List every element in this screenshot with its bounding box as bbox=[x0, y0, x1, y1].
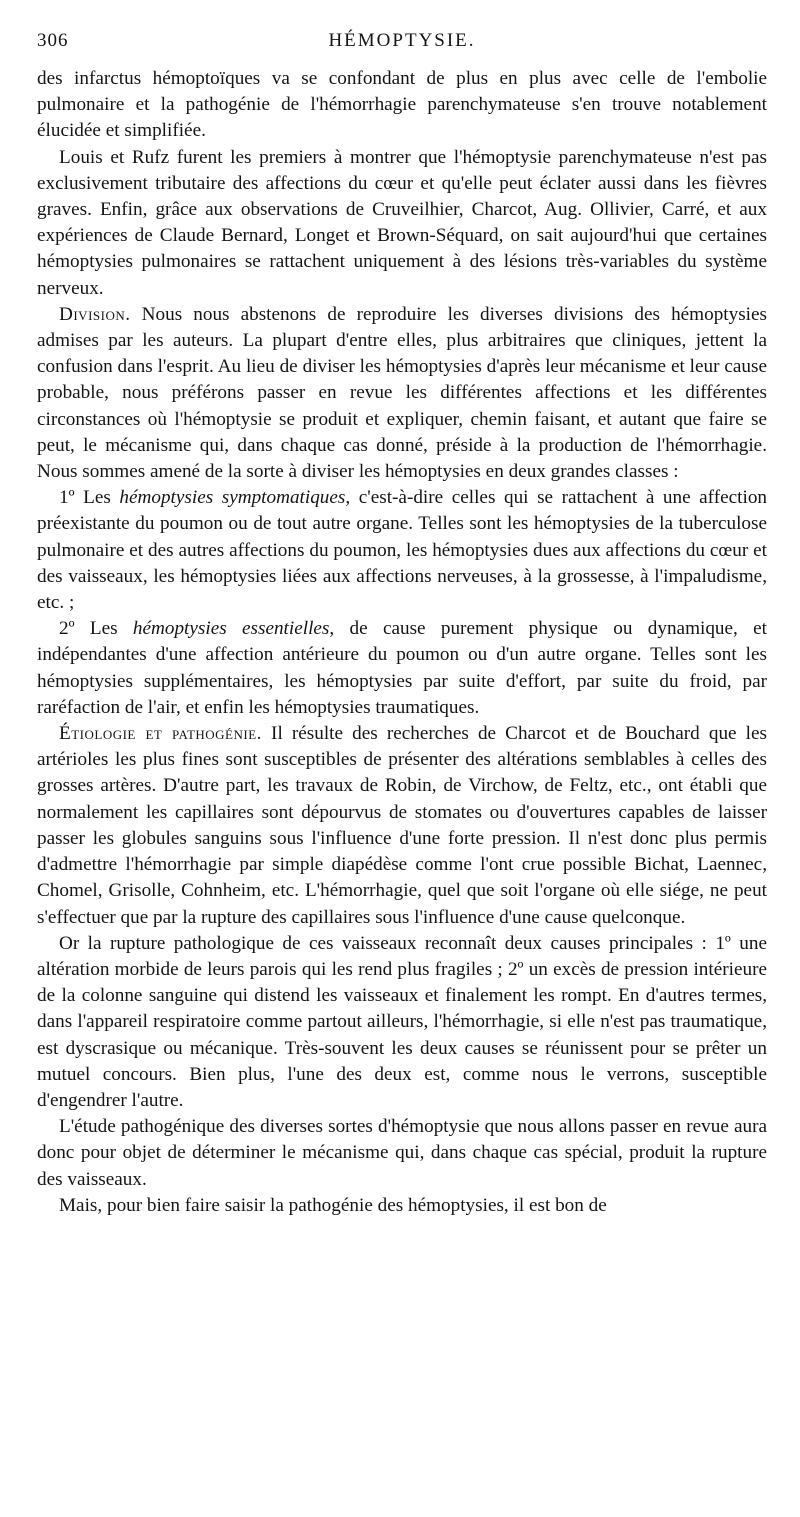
paragraph-division bbox=[37, 302, 767, 485]
page-header bbox=[37, 30, 767, 66]
paragraph-etiology bbox=[37, 721, 767, 931]
paragraph-2 bbox=[37, 145, 767, 302]
paragraph-final-text: Mais, pour bien faire saisir la pathogénie des hémoptysies, il est bon de bbox=[59, 1194, 607, 1216]
list-item-1-lead: 1º Les bbox=[59, 487, 120, 509]
list-item-1-term: hémoptysies symptomatiques bbox=[119, 487, 346, 509]
paragraph-final bbox=[37, 1193, 767, 1219]
paragraph-study-text: L'étude pathogénique des diverses sortes d'hémoptysie que nous allons passer en revue aura donc pour objet de déterminer le mécanisme qui, dans chaque cas spécial, produit la rupture des vaisseaux. bbox=[37, 1116, 767, 1190]
running-title: HÉMOPTYSIE. bbox=[328, 30, 476, 51]
list-item-symptomatic bbox=[37, 485, 767, 616]
list-item-1-text: , c'est-à-dire celles qui se rattachent à une affection préexistante du poumon ou de tout autre organe. Telles sont les hémoptysies de la tuberculose pulmonaire et des autres affections du poumon, les hémoptysies dues aux affections du cœur et des vaisseaux, les hémoptysies liées aux affections nerveuses, à la grossesse, à l'impaludisme, etc. ; bbox=[37, 487, 768, 614]
book-page bbox=[37, 30, 767, 1219]
body-text bbox=[37, 66, 767, 1219]
paragraph-rupture-text: Or la rupture pathologique de ces vaisseaux reconnaît deux causes principales : 1º une altération morbide de leurs parois qui les rend plus fragiles ; 2º un excès de pression intérieure de la colonne sanguine qui distend les vaisseaux et finalement les rompt. En d'autres termes, dans l'appareil respiratoire comme partout ailleurs, l'hémorrhagie, si elle n'est pas traumatique, est dyscrasique ou mécanique. Très-souvent les deux causes se réunissent pour se prêter un mutuel concours. Bien plus, l'une des deux est, comme nous le verrons, susceptible d'engendrer l'autre. bbox=[37, 932, 767, 1111]
list-item-2-lead: 2º Les bbox=[59, 618, 133, 640]
paragraph-division-text: Nous nous abstenons de reproduire les diverses divisions des hémoptysies admises par les auteurs. La plupart d'entre elles, plus arbitraires que cliniques, jettent la confusion dans l'esprit. Au lieu de diviser les hémoptysies d'après leur mécanisme et leur cause probable, nous préférons passer en revue les différentes affections et les différentes circonstances où l'hémoptysie se produit et expliquer, chemin faisant, et autant que faire se peut, le mécanisme qui, dans chaque cas donné, préside à la production de l'hémorrhagie. Nous sommes amené de la sorte à diviser les hémoptysies en deux grandes classes : bbox=[37, 303, 767, 483]
section-heading-division: Division. bbox=[59, 303, 131, 325]
list-item-essential bbox=[37, 616, 767, 721]
list-item-2-term: hémoptysies essentielles bbox=[132, 618, 330, 640]
section-heading-etiology: Étiologie et pathogénie. bbox=[59, 723, 262, 745]
paragraph-1-text: des infarctus hémoptoïques va se confondant de plus en plus avec celle de l'embolie pulmonaire et la pathogénie de l'hémorrhagie parenchymateuse s'en trouve notablement élucidée et simplifiée. bbox=[37, 68, 767, 142]
paragraph-etiology-text: Il résulte des recherches de Charcot et de Bouchard que les artérioles les plus fines sont susceptibles de présenter des altérations semblables à celles des grosses artères. D'autre part, les travaux de Robin, de Virchow, de Feltz, etc., ont établi que normalement les capillaires sont dépourvus de stomates ou d'ouvertures capables de laisser passer les globules sanguins sous l'influence d'une forte pression. Il n'est donc plus permis d'admettre l'hémorrhagie par simple diapédèse comme l'ont crue possible Bichat, Laennec, Chomel, Grisolle, Cohnheim, etc. L'hémorrhagie, quel que soit l'organe où elle siége, ne peut s'effectuer que par la rupture des capillaires sous l'influence d'une cause quelconque. bbox=[37, 723, 767, 928]
paragraph-study bbox=[37, 1114, 767, 1193]
page-number: 306 bbox=[37, 30, 69, 51]
paragraph-2-text: Louis et Rufz furent les premiers à montrer que l'hémoptysie parenchymateuse n'est pas exclusivement tributaire des affections du cœur et qu'elle peut éclater aussi dans les fièvres graves. Enfin, grâce aux observations de Cruveilhier, Charcot, Aug. Ollivier, Carré, et aux expériences de Claude Bernard, Longet et Brown-Séquard, on sait aujourd'hui que certaines hémoptysies pulmonaires se rattachent uniquement à des lésions très-variables du système nerveux. bbox=[37, 146, 767, 299]
paragraph-1 bbox=[37, 66, 767, 145]
paragraph-rupture bbox=[37, 931, 767, 1114]
list-item-2-text: , de cause purement physique ou dynamique, et indépendantes d'une affection antérieure du poumon ou d'un autre organe. Telles sont les hémoptysies supplémentaires, les hémoptysies par suite d'effort, par suite du froid, par raréfaction de l'air, et enfin les hémoptysies traumatiques. bbox=[37, 618, 767, 718]
